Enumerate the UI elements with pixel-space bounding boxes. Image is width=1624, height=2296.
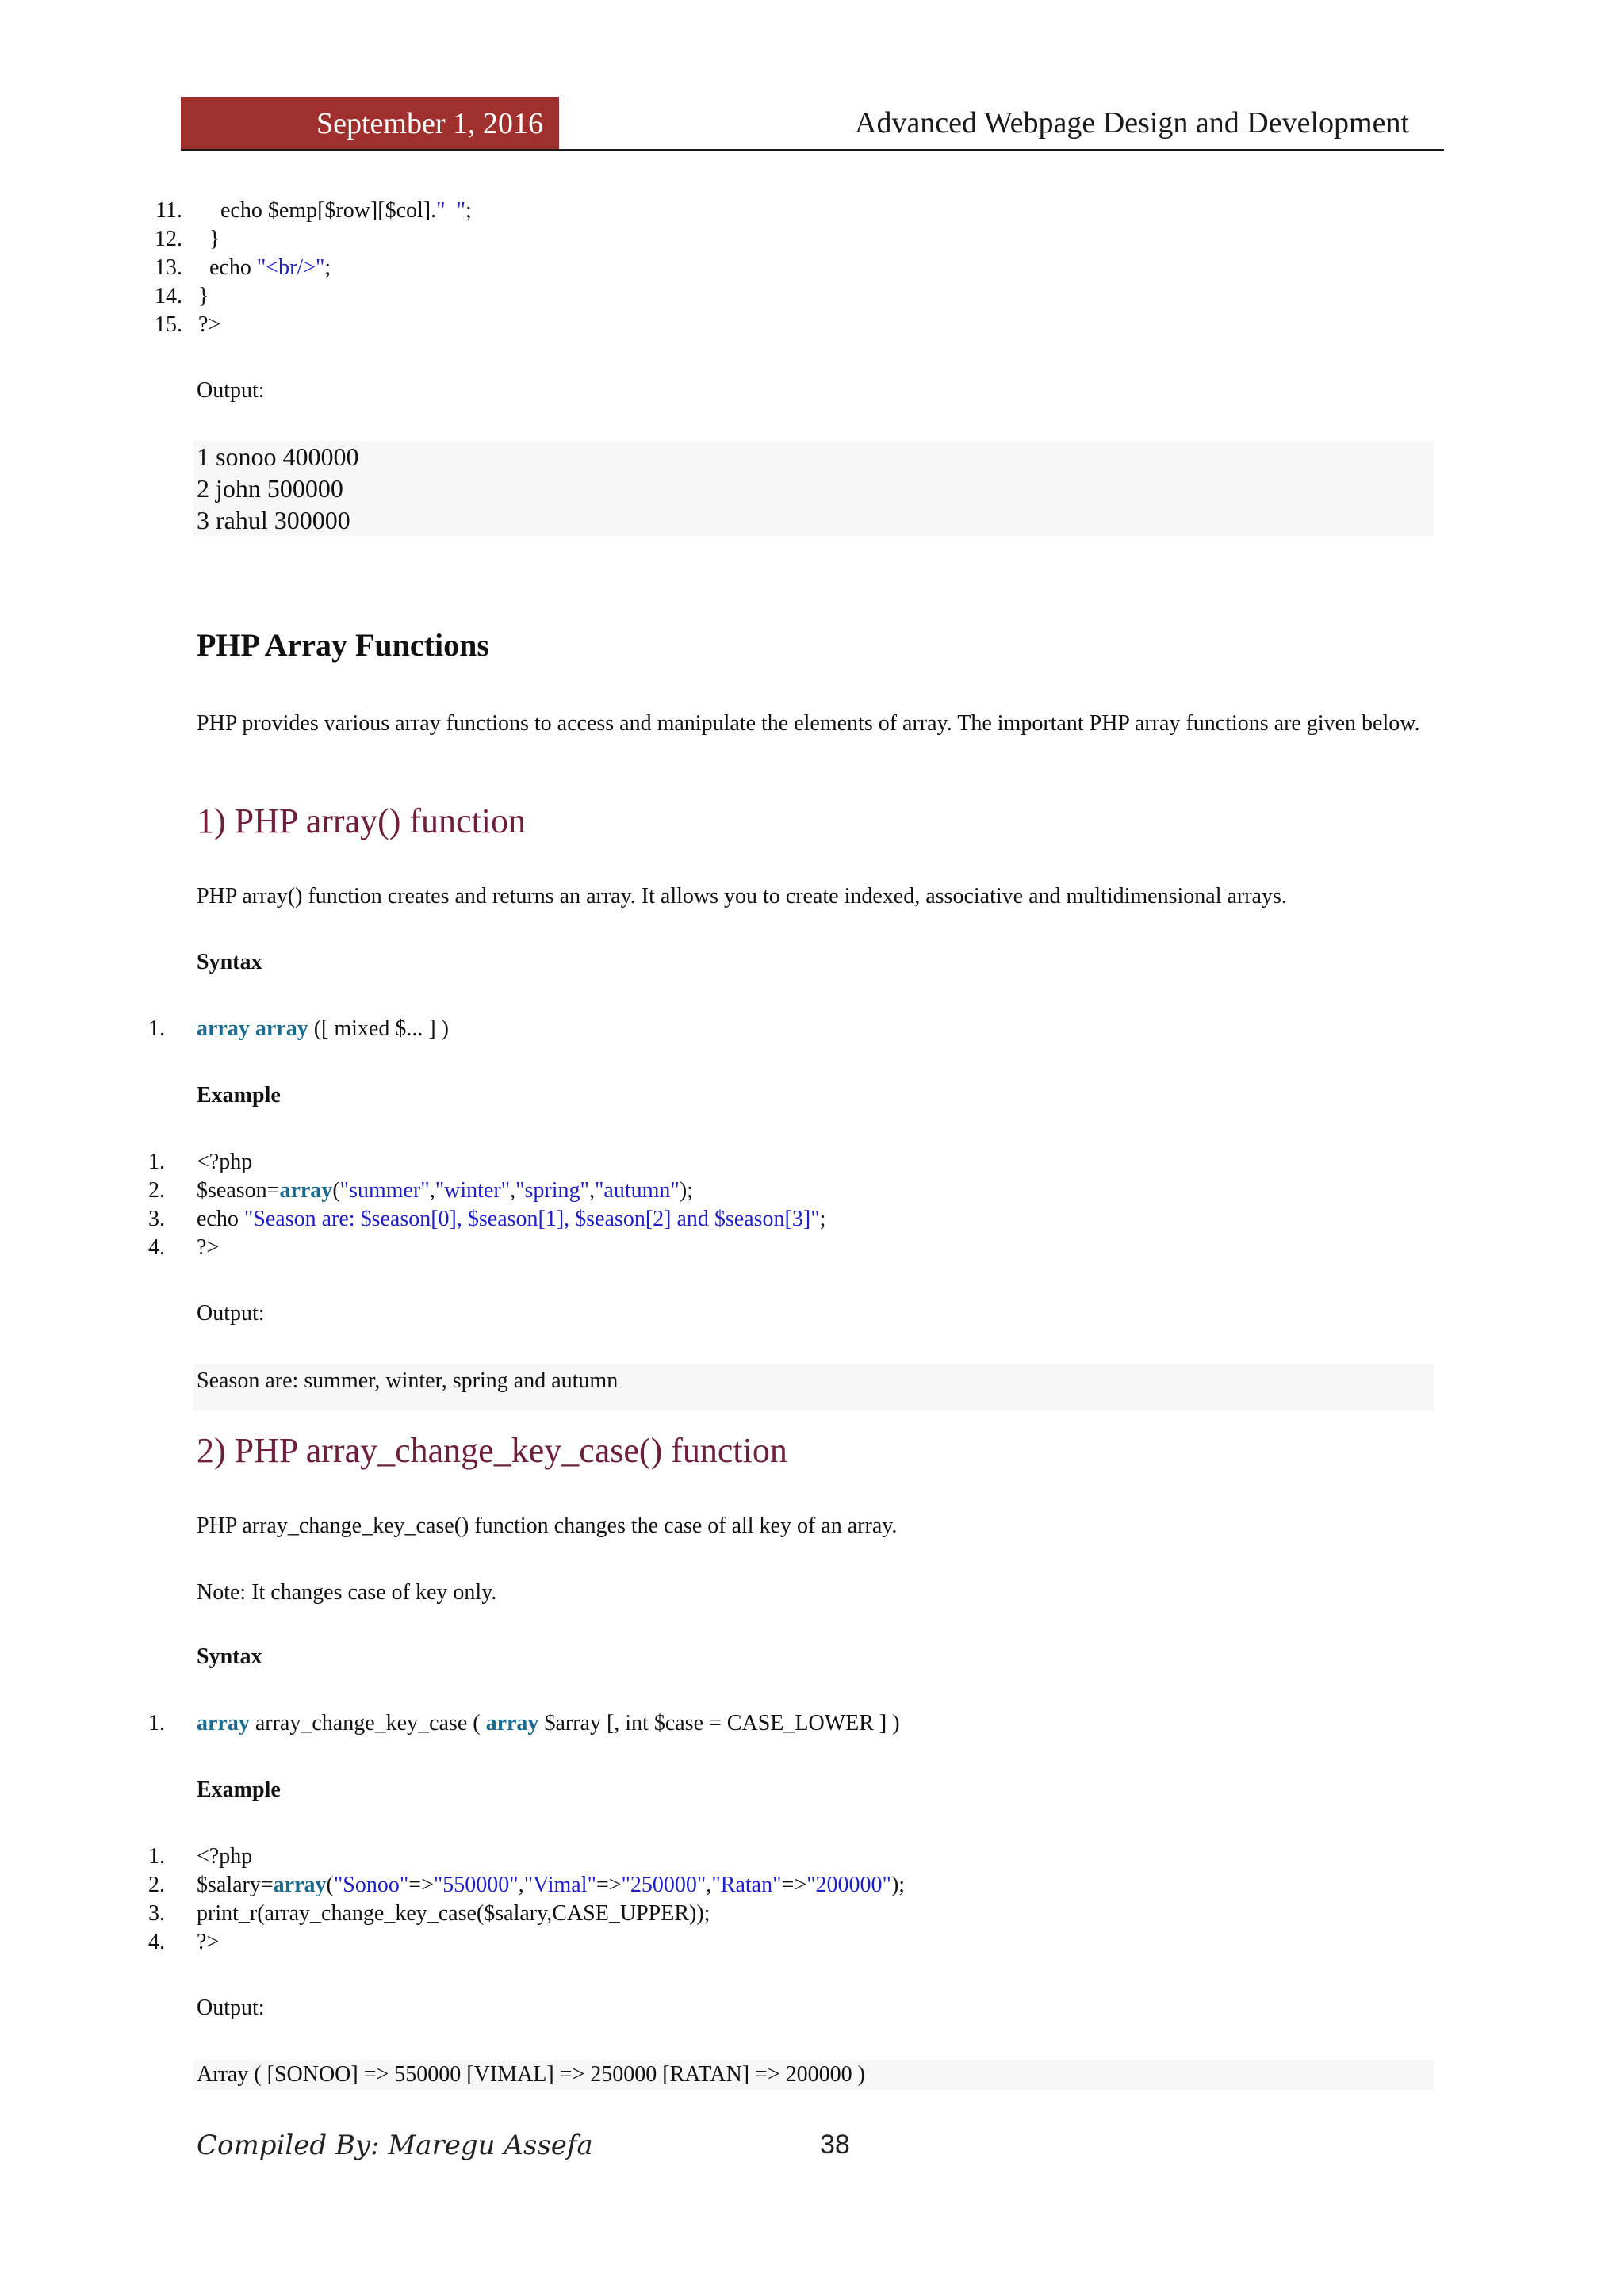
code-text: } [198, 227, 220, 251]
code-segment: , [429, 1178, 435, 1203]
code-text [198, 254, 331, 282]
code-segment: , [588, 1178, 595, 1203]
code-text [197, 1177, 693, 1205]
line-number: 14. [155, 284, 182, 308]
line-number: 1. [148, 1150, 165, 1174]
code-line [135, 282, 472, 311]
code-segment: => [781, 1873, 807, 1897]
string-literal: "summer" [339, 1178, 430, 1203]
code-block-continuation [135, 197, 472, 339]
line-number: 3. [148, 1207, 165, 1231]
example-code-block [135, 1148, 825, 1262]
code-line [135, 1148, 825, 1177]
line-number: 3. [148, 1901, 165, 1926]
keyword: array [485, 1711, 539, 1735]
code-line [135, 1843, 905, 1871]
code-text: print_r(array_change_key_case($salary,CASE_UPPER)); [197, 1901, 710, 1926]
line-number: 11. [155, 198, 182, 223]
code-segment: $salary= [197, 1873, 274, 1897]
code-segment: array_change_key_case ( [249, 1711, 486, 1735]
function-description: PHP array_change_key_case() function changes the case of all key of an array. [197, 1513, 898, 1538]
syntax-label: Syntax [197, 950, 262, 974]
keyword: array [273, 1873, 327, 1897]
code-line [135, 1234, 825, 1262]
line-number: 15. [155, 312, 182, 337]
output-line: 2 john 500000 [197, 474, 343, 503]
line-number: 2. [148, 1873, 165, 1897]
string-literal: "Sonoo" [333, 1873, 409, 1897]
string-literal: "spring" [515, 1178, 589, 1203]
code-text: <?php [197, 1150, 253, 1174]
output-line: 1 sonoo 400000 [197, 442, 359, 471]
line-number: 1. [148, 1711, 165, 1735]
code-text [197, 1205, 825, 1234]
line-number: 13. [155, 255, 182, 280]
code-line [135, 197, 472, 225]
example-code-block [135, 1843, 905, 1957]
header-date: September 1, 2016 [316, 107, 543, 140]
line-number: 4. [148, 1235, 165, 1260]
header-title: Advanced Webpage Design and Development [855, 106, 1410, 140]
line-number: 12. [155, 227, 182, 251]
code-line [135, 311, 472, 339]
code-segment: echo $emp[$row][$col]. [198, 198, 437, 223]
syntax-line [135, 1709, 900, 1738]
string-literal: " " [436, 198, 465, 223]
example-label: Example [197, 1777, 281, 1802]
code-line [135, 1205, 825, 1234]
code-segment: , [706, 1873, 712, 1897]
code-segment: ); [891, 1873, 906, 1897]
code-text: <?php [197, 1844, 253, 1869]
section-intro: PHP provides various array functions to access and manipulate the elements of array. The important PHP array functions are given below. [197, 711, 1420, 736]
string-literal: "200000" [806, 1873, 891, 1897]
keyword: array [255, 1016, 308, 1041]
code-text: } [198, 284, 209, 308]
code-segment: ; [324, 255, 331, 280]
output-label: Output: [197, 378, 265, 403]
code-line [135, 1928, 905, 1957]
output-line: 3 rahul 300000 [197, 506, 350, 534]
string-literal: "<br/>" [256, 255, 325, 280]
code-segment: ; [465, 198, 472, 223]
function-note: Note: It changes case of key only. [197, 1580, 497, 1605]
code-segment: $array [, int $case = CASE_LOWER ] ) [538, 1711, 900, 1735]
string-literal: "Ratan" [711, 1873, 782, 1897]
page-number: 38 [820, 2130, 850, 2160]
code-line [135, 1177, 825, 1205]
code-text [197, 1709, 900, 1738]
line-number: 1. [148, 1844, 165, 1869]
footer-author: Compiled By: Maregu Assefa [197, 2130, 593, 2161]
keyword: array [197, 1016, 250, 1041]
code-segment: ([ mixed $... ] ) [308, 1016, 450, 1041]
function-heading: 2) PHP array_change_key_case() function [197, 1431, 787, 1470]
code-segment: , [510, 1178, 516, 1203]
header-divider [181, 149, 1444, 151]
code-text: ?> [197, 1930, 220, 1954]
section-heading: PHP Array Functions [197, 627, 489, 663]
string-literal: "winter" [435, 1178, 511, 1203]
function-description: PHP array() function creates and returns an array. It allows you to create indexed, associative and multidimensional arrays. [197, 884, 1287, 909]
keyword: array [197, 1711, 250, 1735]
code-line [135, 254, 472, 282]
code-segment: echo [198, 255, 257, 280]
syntax-line [135, 1015, 449, 1043]
line-number: 4. [148, 1930, 165, 1954]
line-number: 2. [148, 1178, 165, 1203]
syntax-label: Syntax [197, 1644, 262, 1669]
keyword: array [279, 1178, 333, 1203]
code-text [198, 197, 472, 225]
string-literal: "250000" [621, 1873, 707, 1897]
string-literal: "Season are: $season[0], $season[1], $season[2] and $season[3]" [243, 1207, 820, 1231]
output-box [193, 441, 1434, 536]
code-segment: => [408, 1873, 434, 1897]
output-label: Output: [197, 1301, 265, 1326]
code-text [197, 1015, 449, 1043]
code-segment: ( [332, 1178, 340, 1203]
code-segment: , [518, 1873, 524, 1897]
code-text: ?> [198, 312, 221, 337]
code-text: ?> [197, 1235, 220, 1260]
string-literal: "Vimal" [523, 1873, 596, 1897]
output-label: Output: [197, 1996, 265, 2020]
code-segment: ; [819, 1207, 826, 1231]
code-segment: $season= [197, 1178, 280, 1203]
code-segment: ( [326, 1873, 334, 1897]
line-number: 1. [148, 1016, 165, 1041]
code-line [135, 1900, 905, 1928]
code-line [135, 225, 472, 254]
output-box [193, 1364, 1434, 1411]
output-line: Season are: summer, winter, spring and autumn [197, 1368, 619, 1393]
code-segment: echo [197, 1207, 244, 1231]
code-line [135, 1871, 905, 1900]
output-box [193, 2060, 1434, 2090]
code-segment: => [596, 1873, 622, 1897]
function-heading: 1) PHP array() function [197, 802, 527, 840]
output-line: Array ( [SONOO] => 550000 [VIMAL] => 250000 [RATAN] => 200000 ) [197, 2062, 865, 2087]
example-label: Example [197, 1083, 281, 1108]
header-date-banner [181, 97, 559, 151]
string-literal: "autumn" [594, 1178, 680, 1203]
code-segment: ); [679, 1178, 693, 1203]
string-literal: "550000" [433, 1873, 519, 1897]
code-text [197, 1871, 905, 1900]
